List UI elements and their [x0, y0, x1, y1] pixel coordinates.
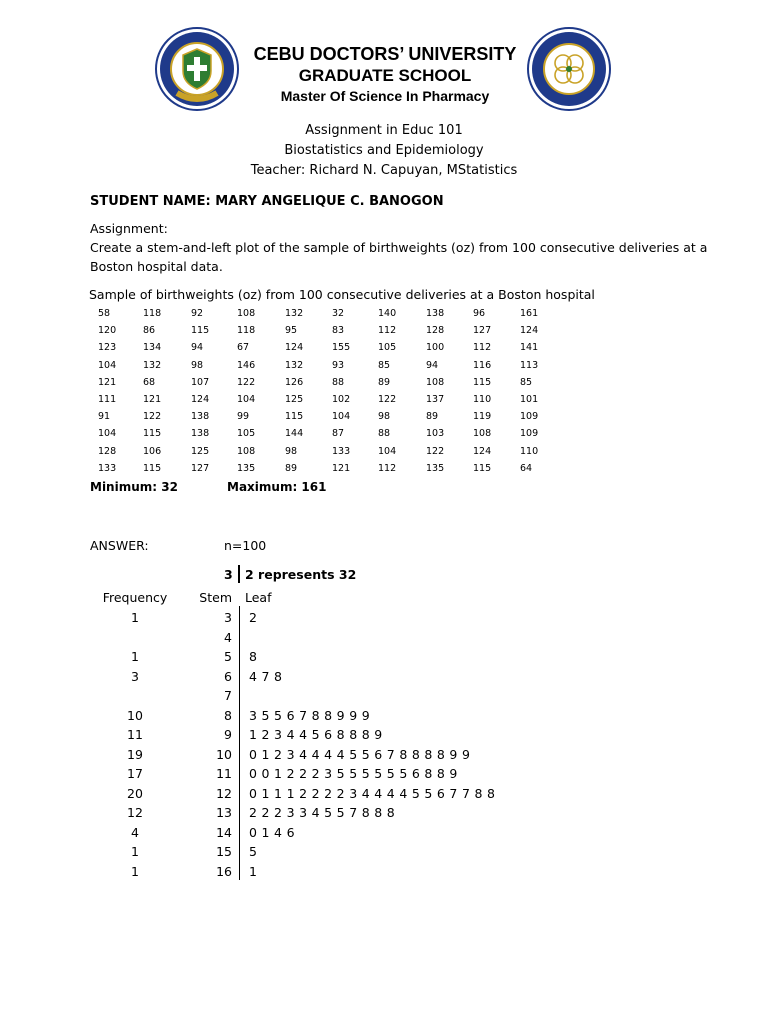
data-cell: 121	[143, 394, 162, 405]
data-cell: 144	[285, 428, 304, 440]
data-cell: 100	[426, 342, 445, 354]
data-cell: 115	[473, 462, 492, 474]
data-cell: 132	[285, 308, 304, 319]
row-leaves: 4 7 8	[249, 668, 283, 684]
row-leaves: 0 1 4 6	[249, 824, 295, 840]
row-stem: 14	[216, 824, 232, 840]
data-table-title: Sample of birthweights (oz) from 100 consecutive deliveries at a Boston hospital	[89, 287, 595, 302]
data-cell: 121	[332, 462, 351, 474]
data-cell: 105	[237, 428, 256, 440]
row-stem: 13	[216, 805, 232, 820]
data-cell: 123	[98, 342, 117, 354]
data-cell: 127	[191, 462, 210, 474]
data-cell: 108	[237, 445, 256, 457]
data-cell: 124	[191, 394, 210, 405]
data-cell: 98	[378, 411, 391, 423]
data-cell: 104	[378, 445, 397, 457]
data-cell: 89	[426, 411, 439, 423]
minimum-value: Minimum: 32	[90, 480, 178, 494]
data-cell: 115	[473, 376, 492, 388]
row-leaves: 2 2 2 3 3 4 5 5 7 8 8 8	[249, 805, 396, 820]
row-stem: 4	[224, 629, 232, 645]
data-cell: 111	[98, 394, 117, 405]
row-stem: 16	[216, 863, 232, 879]
data-cell: 112	[378, 462, 397, 474]
row-leaves: 2	[249, 610, 258, 625]
row-stem: 10	[216, 746, 232, 762]
data-cell: 110	[473, 394, 492, 405]
data-cell: 119	[473, 411, 492, 423]
data-cell: 135	[426, 462, 445, 474]
data-cell: 108	[426, 376, 445, 388]
row-frequency: 12	[127, 805, 143, 820]
data-cell: 124	[285, 342, 304, 354]
data-cell: 121	[98, 376, 117, 388]
row-frequency: 1	[131, 649, 139, 664]
data-cell: 125	[285, 394, 304, 405]
data-cell: 126	[285, 376, 304, 388]
data-cell: 128	[98, 445, 117, 457]
task-line-2: Boston hospital data.	[90, 259, 223, 274]
data-cell: 98	[191, 359, 204, 371]
row-leaves: 8	[249, 649, 258, 664]
sample-size: n=100	[224, 538, 267, 553]
graduate-school-seal-right	[527, 27, 611, 111]
data-cell: 105	[378, 342, 397, 354]
data-cell: 122	[143, 411, 162, 423]
data-cell: 95	[285, 325, 298, 337]
data-cell: 64	[520, 462, 533, 474]
data-cell: 108	[473, 428, 492, 440]
data-cell: 86	[143, 325, 156, 337]
data-cell: 104	[98, 359, 117, 371]
data-cell: 132	[285, 359, 304, 371]
data-cell: 128	[426, 325, 445, 337]
task-line-1: Create a stem-and-left plot of the sample of birthweights (oz) from 100 consecutive deliveries at a	[90, 240, 708, 255]
row-frequency: 20	[127, 785, 143, 801]
data-cell: 137	[426, 394, 445, 405]
row-frequency: 19	[127, 746, 143, 762]
row-frequency: 17	[127, 766, 143, 781]
data-cell: 103	[426, 428, 445, 440]
assignment-course: Assignment in Educ 101	[305, 123, 463, 138]
maximum-value: Maximum: 161	[227, 480, 327, 494]
data-cell: 134	[143, 342, 162, 354]
data-cell: 83	[332, 325, 345, 337]
row-stem: 12	[216, 785, 232, 801]
assignment-teacher: Teacher: Richard N. Capuyan, MStatistics	[250, 163, 518, 178]
data-cell: 118	[143, 308, 162, 319]
school-name: GRADUATE SCHOOL	[298, 66, 472, 85]
data-cell: 91	[98, 411, 111, 423]
data-cell: 161	[520, 308, 539, 319]
university-seal-left	[155, 27, 239, 111]
data-cell: 109	[520, 411, 539, 423]
data-cell: 122	[426, 445, 445, 457]
row-frequency: 11	[127, 727, 143, 742]
data-cell: 104	[332, 411, 351, 423]
row-stem: 7	[224, 688, 232, 703]
university-name: CEBU DOCTORS’ UNIVERSITY	[253, 44, 517, 64]
data-cell: 116	[473, 359, 492, 371]
data-cell: 58	[98, 308, 111, 319]
row-frequency: 4	[131, 824, 139, 840]
row-frequency: 1	[131, 844, 139, 859]
key-divider	[238, 565, 240, 583]
stem-header: Stem	[199, 590, 232, 605]
data-cell: 94	[426, 359, 439, 371]
data-cell: 124	[473, 445, 492, 457]
answer-label: ANSWER:	[90, 538, 149, 553]
data-cell: 112	[473, 342, 492, 354]
task-label: Assignment:	[90, 221, 168, 236]
data-cell: 102	[332, 394, 351, 405]
data-cell: 87	[332, 428, 345, 440]
data-cell: 93	[332, 359, 345, 371]
row-frequency: 1	[131, 610, 139, 625]
row-stem: 11	[216, 766, 232, 781]
data-cell: 32	[332, 308, 345, 319]
assignment-subject: Biostatistics and Epidemiology	[284, 143, 484, 158]
data-cell: 135	[237, 462, 256, 474]
data-cell: 115	[143, 428, 162, 440]
data-cell: 68	[143, 376, 156, 388]
data-cell: 109	[520, 428, 539, 440]
data-cell: 140	[378, 308, 397, 319]
row-frequency: 1	[131, 863, 139, 879]
data-cell: 133	[98, 462, 117, 474]
data-cell: 101	[520, 394, 539, 405]
data-cell: 115	[143, 462, 162, 474]
data-cell: 127	[473, 325, 492, 337]
row-stem: 8	[224, 707, 232, 723]
stem-leaf-divider	[239, 606, 240, 880]
data-cell: 85	[520, 376, 533, 388]
student-name: STUDENT NAME: MARY ANGELIQUE C. BANOGON	[90, 194, 444, 209]
data-cell: 85	[378, 359, 391, 371]
row-leaves: 5	[249, 844, 258, 859]
data-cell: 141	[520, 342, 539, 354]
row-leaves: 1	[249, 863, 258, 879]
data-cell: 110	[520, 445, 539, 457]
data-cell: 155	[332, 342, 351, 354]
data-cell: 113	[520, 359, 539, 371]
data-cell: 120	[98, 325, 117, 337]
data-cell: 122	[237, 376, 256, 388]
data-cell: 88	[378, 428, 391, 440]
key-text: 2 represents 32	[245, 567, 357, 582]
program-name: Master Of Science In Pharmacy	[280, 88, 490, 104]
data-cell: 98	[285, 445, 298, 457]
data-cell: 146	[237, 359, 256, 371]
data-cell: 104	[237, 394, 256, 405]
data-cell: 125	[191, 445, 210, 457]
data-cell: 92	[191, 308, 204, 319]
data-cell: 138	[191, 411, 210, 423]
row-leaves: 0 1 2 3 4 4 4 4 5 5 6 7 8 8 8 8 9 9	[249, 746, 471, 762]
data-cell: 104	[98, 428, 117, 440]
row-frequency: 3	[131, 668, 139, 684]
row-leaves: 0 1 1 1 2 2 2 2 3 4 4 4 4 5 5 6 7 7 8 8	[249, 785, 496, 801]
data-cell: 115	[285, 411, 304, 423]
data-cell: 96	[473, 308, 486, 319]
row-leaves: 3 5 5 6 7 8 8 9 9 9	[249, 707, 370, 723]
row-stem: 5	[224, 649, 232, 664]
data-cell: 89	[285, 462, 298, 474]
frequency-header: Frequency	[102, 590, 168, 605]
data-cell: 108	[237, 308, 256, 319]
row-frequency: 10	[127, 707, 143, 723]
data-cell: 67	[237, 342, 250, 354]
data-cell: 106	[143, 445, 162, 457]
data-cell: 122	[378, 394, 397, 405]
row-leaves: 0 0 1 2 2 2 3 5 5 5 5 5 5 6 8 8 9	[249, 766, 458, 781]
data-cell: 94	[191, 342, 204, 354]
row-stem: 3	[224, 610, 232, 625]
row-stem: 6	[224, 668, 232, 684]
key-stem: 3	[224, 567, 233, 582]
data-cell: 112	[378, 325, 397, 337]
data-cell: 124	[520, 325, 539, 337]
data-cell: 138	[191, 428, 210, 440]
data-cell: 107	[191, 376, 210, 388]
row-stem: 15	[216, 844, 232, 859]
data-cell: 115	[191, 325, 210, 337]
data-cell: 99	[237, 411, 250, 423]
data-cell: 88	[332, 376, 345, 388]
row-stem: 9	[224, 727, 232, 742]
leaf-header: Leaf	[245, 590, 272, 605]
data-cell: 118	[237, 325, 256, 337]
data-cell: 89	[378, 376, 391, 388]
row-leaves: 1 2 3 4 4 5 6 8 8 8 9	[249, 727, 383, 742]
data-cell: 132	[143, 359, 162, 371]
data-cell: 138	[426, 308, 445, 319]
data-cell: 133	[332, 445, 351, 457]
